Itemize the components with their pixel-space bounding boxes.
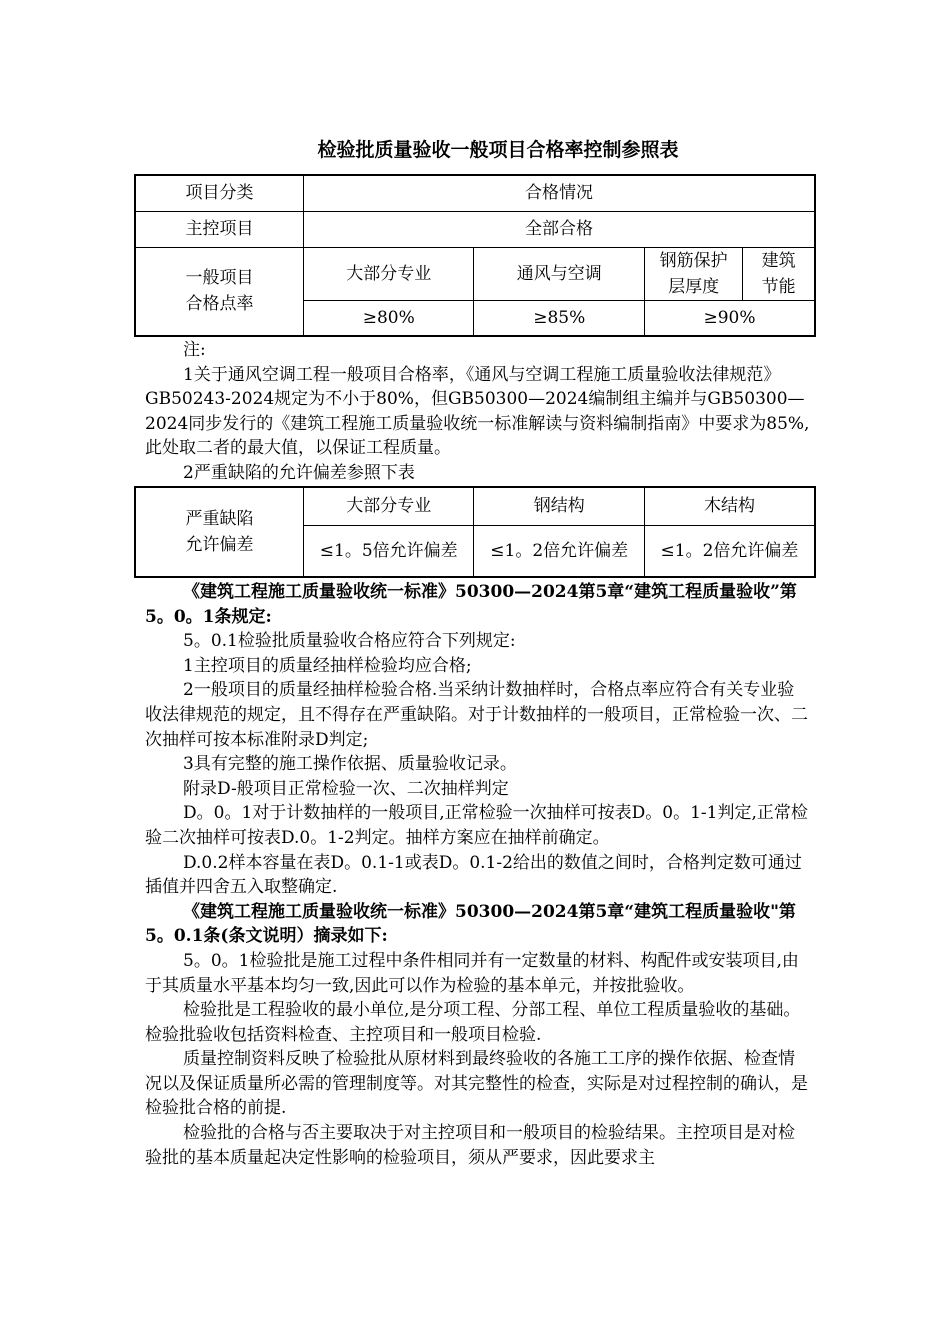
table-category-cell: 通风与空调 bbox=[474, 247, 645, 300]
table-rate-cell: ≥90% bbox=[644, 300, 815, 336]
table-category-cell: 大部分专业 bbox=[303, 247, 474, 300]
table-cell: 主控项目 bbox=[135, 211, 303, 247]
table-row-label: 严重缺陷 允许偏差 bbox=[135, 487, 303, 577]
body-paragraph: 5。0.1检验批质量验收合格应符合下列规定: bbox=[183, 631, 516, 652]
note-paragraph: 1关于通风空调工程一般项目合格率，《通风与空调工程施工质量验收法律规范》GB50243-2024规定为不小于80%，但GB50300—2024编制组主编并与GB50300—2024同步发行的《建筑工程施工质量验收统一标准解读与资料编制指南》中要求为85%,此处取二者的最大值，以保证工程质量。 bbox=[145, 364, 810, 459]
body-paragraph: 附录D-般项目正常检验一次、二次抽样判定 bbox=[183, 778, 509, 799]
body-paragraph: 检验批的合格与否主要取决于对主控项目和一般项目的检验结果。主控项目是对检验批的基本质量起决定性影响的检验项目，须从严要求，因此要求主 bbox=[145, 1123, 795, 1168]
body-paragraph: D。0。1对于计数抽样的一般项目,正常检验一次抽样可按表D。0。1-1判定,正常检验二次抽样可按表D.0。1-2判定。抽样方案应在抽样前确定。 bbox=[145, 803, 808, 848]
body-paragraph: 5。0。1检验批是施工过程中条件相同并有一定数量的材料、构配件或安装项目,由于其质量水平基本均匀一致,因此可以作为检验的基本单元，并按批验收。 bbox=[145, 950, 799, 996]
table-rate-cell: ≥85% bbox=[474, 300, 645, 336]
table-header-cell: 项目分类 bbox=[135, 175, 303, 211]
body-paragraph: 检验批是工程验收的最小单位,是分项工程、分部工程、单位工程质量验收的基础。检验批验收包括资料检查、主控项目和一般项目检验. bbox=[145, 1000, 801, 1045]
table-category-cell: 钢筋保护 层厚度 bbox=[644, 247, 742, 300]
table-cell: ≤1。5倍允许偏差 bbox=[303, 525, 474, 577]
table-header-cell: 大部分专业 bbox=[303, 487, 474, 525]
table-header-cell: 木结构 bbox=[644, 487, 815, 525]
note-paragraph: 注: bbox=[183, 340, 206, 360]
notes-section bbox=[145, 338, 810, 486]
body-paragraph: 2一般项目的质量经抽样检验合格.当采纳计数抽样时，合格点率应符合有关专业验收法律规范的规定，且不得存在严重缺陷。对于计数抽样的一般项目，正常检验一次、二次抽样可按本标准附录D判定; bbox=[145, 680, 808, 750]
defect-tolerance-table bbox=[134, 486, 816, 578]
section-heading: 《建筑工程施工质量验收统一标准》50300—2024第5章“建筑工程质量验收"第5。0.1条(条文说明）摘录如下: bbox=[145, 901, 796, 947]
table-cell: ≤1。2倍允许偏差 bbox=[474, 525, 645, 577]
body-paragraph: 3具有完整的施工操作依据、质量验收记录。 bbox=[183, 754, 517, 775]
body-paragraph: 1主控项目的质量经抽样检验均应合格; bbox=[183, 655, 472, 676]
table-header-cell: 钢结构 bbox=[474, 487, 645, 525]
table-cell: ≤1。2倍允许偏差 bbox=[644, 525, 815, 577]
table-category-cell: 建筑 节能 bbox=[743, 247, 815, 300]
body-paragraph: D.0.2样本容量在表D。0.1-1或表D。0.1-2给出的数值之间时，合格判定数可通过插值并四舍五入取整确定. bbox=[145, 852, 802, 898]
note-paragraph: 2严重缺陷的允许偏差参照下表 bbox=[183, 462, 415, 483]
table-header-cell: 合格情况 bbox=[303, 175, 815, 211]
table-cell: 全部合格 bbox=[303, 211, 815, 247]
table-rate-cell: ≥80% bbox=[303, 300, 474, 336]
body-text bbox=[145, 580, 810, 1170]
body-paragraph: 质量控制资料反映了检验批从原材料到最终验收的各施工工序的操作依据、检查情况以及保证质量所必需的管理制度等。对其完整性的检查，实际是对过程控制的确认，是检验批合格的前提. bbox=[145, 1049, 808, 1119]
page-title: 检验批质量验收一般项目合格率控制参照表 bbox=[317, 139, 679, 161]
pass-rate-table bbox=[134, 174, 816, 337]
section-heading: 《建筑工程施工质量验收统一标准》50300—2024第5章“建筑工程质量验收”第5。0。1条规定: bbox=[145, 582, 797, 627]
table-row-label: 一般项目 合格点率 bbox=[135, 247, 303, 336]
